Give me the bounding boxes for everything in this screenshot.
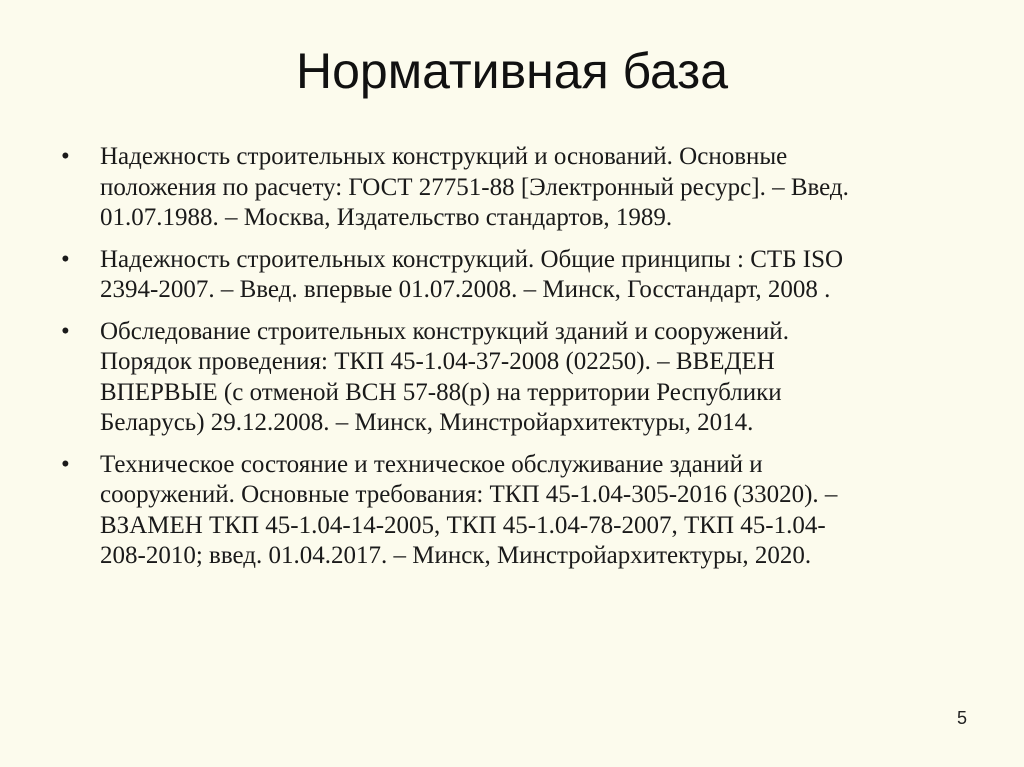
list-item-line: положения по расчету: ГОСТ 27751-88 [Электронный ресурс]. – Введ. bbox=[100, 173, 849, 201]
bullet-icon: • bbox=[61, 143, 70, 170]
reference-list bbox=[55, 142, 975, 583]
list-item-line: сооружений. Основные требования: ТКП 45-1.04-305-2016 (33020). – bbox=[100, 481, 838, 508]
list-item bbox=[55, 245, 975, 306]
list-item-line: Надежность строительных конструкций и оснований. Основные bbox=[100, 143, 788, 170]
bullet-icon: • bbox=[61, 245, 70, 273]
list-item-line: Обследование строительных конструкций зданий и сооружений. bbox=[100, 317, 789, 345]
bullet-icon: • bbox=[61, 317, 70, 345]
list-item-line: 2394-2007. – Введ. впервые 01.07.2008. – Минск, Госстандарт, 2008 . bbox=[100, 276, 831, 303]
list-item-line: 208-2010; введ. 01.04.2017. – Минск, Минстройархитектуры, 2020. bbox=[100, 542, 812, 569]
list-item-line: Техническое состояние и техническое обслуживание зданий и bbox=[100, 450, 763, 478]
list-item-line: 01.07.1988. – Москва, Издательство стандартов, 1989. bbox=[100, 204, 673, 231]
list-item bbox=[55, 317, 975, 439]
list-item-line: Надежность строительных конструкций. Общие принципы : СТБ ISO bbox=[100, 245, 844, 273]
list-item-line: Беларусь) 29.12.2008. – Минск, Минстройархитектуры, 2014. bbox=[100, 409, 754, 436]
list-item-line: Порядок проведения: ТКП 45-1.04-37-2008 (02250). – ВВЕДЕН bbox=[100, 348, 775, 375]
slide-title: Нормативная база bbox=[295, 43, 729, 99]
bullet-icon: • bbox=[61, 450, 70, 478]
list-item bbox=[55, 450, 975, 572]
list-item-line: ВЗАМЕН ТКП 45-1.04-14-2005, ТКП 45-1.04-78-2007, ТКП 45-1.04- bbox=[100, 511, 826, 539]
list-item bbox=[55, 142, 975, 234]
list-item-line: ВПЕРВЫЕ (с отменой ВСН 57-88(р) на территории Республики bbox=[100, 378, 782, 406]
page-number: 5 bbox=[956, 708, 967, 728]
